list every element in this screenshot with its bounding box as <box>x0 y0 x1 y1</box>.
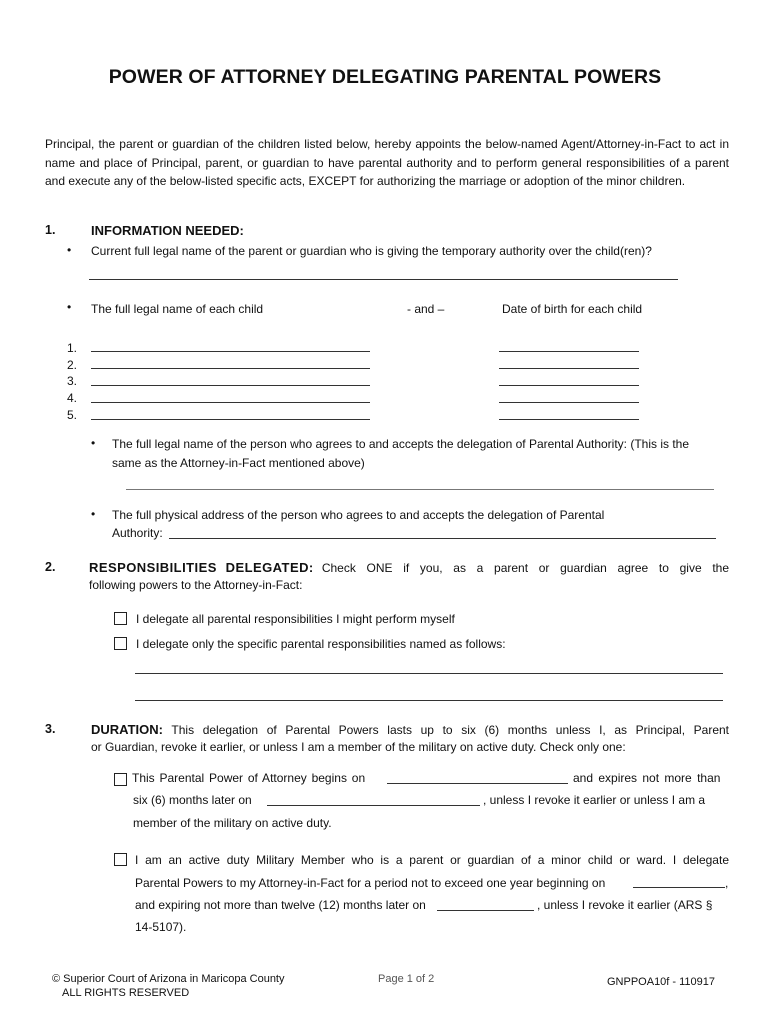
child-dob-field[interactable] <box>499 419 639 420</box>
section-3-text-line2: or Guardian, revoke it earlier, or unless I am a member of the military on active duty. Check only one: <box>91 740 626 754</box>
bullet-icon: • <box>91 507 96 521</box>
agent-name-question-line2: same as the Attorney-in-Fact mentioned above) <box>112 456 365 470</box>
child-row-number: 1. <box>67 341 78 355</box>
section-2-number: 2. <box>45 560 56 574</box>
parent-name-field[interactable] <box>89 279 678 280</box>
delegate-all-label: I delegate all parental responsibilities I might perform myself <box>136 612 455 626</box>
military-member-text: I am an active duty Military Member who is a parent or guardian of a minor child or ward. I delegate <box>135 853 729 867</box>
military-revoke-label: , unless I revoke it earlier (ARS § <box>537 898 713 912</box>
comma-text: , <box>725 876 729 890</box>
child-name-field[interactable] <box>91 368 370 369</box>
children-name-label: The full legal name of each child <box>91 302 264 316</box>
section-1-number: 1. <box>45 223 56 237</box>
child-row-number: 4. <box>67 391 78 405</box>
section-1-title: INFORMATION NEEDED: <box>91 223 244 238</box>
agent-name-question-line1: The full legal name of the person who agrees to and accepts the delegation of Parental Authority: (This is the <box>112 437 690 451</box>
child-name-field[interactable] <box>91 351 370 352</box>
section-3-number: 3. <box>45 722 56 736</box>
military-beginning-label: Parental Powers to my Attorney-in-Fact for a period not to exceed one year beginning on <box>135 876 606 890</box>
child-dob-field[interactable] <box>499 368 639 369</box>
military-expiring-label: and expiring not more than twelve (12) months later on <box>135 898 426 912</box>
expires-on-date-field[interactable] <box>267 805 480 806</box>
agent-address-question-line1: The full physical address of the person who agrees to and accepts the delegation of Parental <box>112 508 605 522</box>
delegate-specific-label: I delegate only the specific parental responsibilities named as follows: <box>136 637 506 651</box>
page-number: Page 1 of 2 <box>378 973 435 985</box>
child-dob-field[interactable] <box>499 351 639 352</box>
agent-address-label: Authority: <box>112 526 163 540</box>
child-row-number: 5. <box>67 408 78 422</box>
agent-address-field[interactable] <box>169 538 716 539</box>
section-3-title: DURATION: <box>91 722 163 737</box>
military-expire-date-field[interactable] <box>437 910 534 911</box>
standard-duration-checkbox[interactable] <box>114 773 127 786</box>
form-code: GNPPOA10f - 110917 <box>607 976 716 988</box>
child-dob-field[interactable] <box>499 402 639 403</box>
statute-label: 14-5107). <box>135 920 187 934</box>
dob-label: Date of birth for each child <box>502 302 643 316</box>
specific-responsibilities-field[interactable] <box>135 700 723 701</box>
military-label: member of the military on active duty. <box>133 816 332 830</box>
copyright-line2: ALL RIGHTS RESERVED <box>62 987 190 999</box>
delegate-all-checkbox[interactable] <box>114 612 127 625</box>
section-2-title: RESPONSIBILITIES DELEGATED: <box>89 560 314 575</box>
child-name-field[interactable] <box>91 385 370 386</box>
delegate-specific-checkbox[interactable] <box>114 637 127 650</box>
bullet-icon: • <box>67 243 72 257</box>
begins-on-label: This Parental Power of Attorney begins on <box>132 771 366 785</box>
section-2-text-line1: Check ONE if you, as a parent or guardian agree to give the <box>321 561 729 575</box>
section-3-heading-line <box>91 722 729 737</box>
child-row-number: 2. <box>67 358 78 372</box>
child-dob-field[interactable] <box>499 385 639 386</box>
page-title: POWER OF ATTORNEY DELEGATING PARENTAL POWERS <box>108 66 662 88</box>
agent-name-field[interactable] <box>126 489 714 490</box>
revoke-label: , unless I revoke it earlier or unless I am a <box>483 793 706 807</box>
specific-responsibilities-field[interactable] <box>135 673 723 674</box>
section-3-text-line1: This delegation of Parental Powers lasts up to six (6) months unless I, as Principal, Parent <box>171 723 730 737</box>
child-row-number: 3. <box>67 374 78 388</box>
bullet-icon: • <box>91 436 96 450</box>
section-2-text-line2: following powers to the Attorney-in-Fact: <box>89 578 303 592</box>
bullet-icon: • <box>67 300 72 314</box>
six-months-label: six (6) months later on <box>133 793 252 807</box>
child-name-field[interactable] <box>91 402 370 403</box>
and-label: - and – <box>407 302 445 316</box>
military-duration-checkbox[interactable] <box>114 853 127 866</box>
intro-paragraph: Principal, the parent or guardian of the children listed below, hereby appoints the below-named Agent/Attorney-in-Fact to act in name and place of Principal, parent, or guardian to have parental authority and to perform general responsibilities of a parent and execute any of the below-listed specific acts, EXCEPT for authorizing the marriage or adoption of the minor children. <box>45 137 729 188</box>
parent-name-question: Current full legal name of the parent or guardian who is giving the temporary authority over the child(ren)? <box>91 244 652 258</box>
section-2-heading-line <box>89 560 729 575</box>
copyright-line1: © Superior Court of Arizona in Maricopa County <box>52 973 285 985</box>
expires-label: and expires not more than <box>573 771 721 785</box>
child-name-field[interactable] <box>91 419 370 420</box>
military-begin-date-field[interactable] <box>633 887 725 888</box>
begins-on-date-field[interactable] <box>387 783 568 784</box>
